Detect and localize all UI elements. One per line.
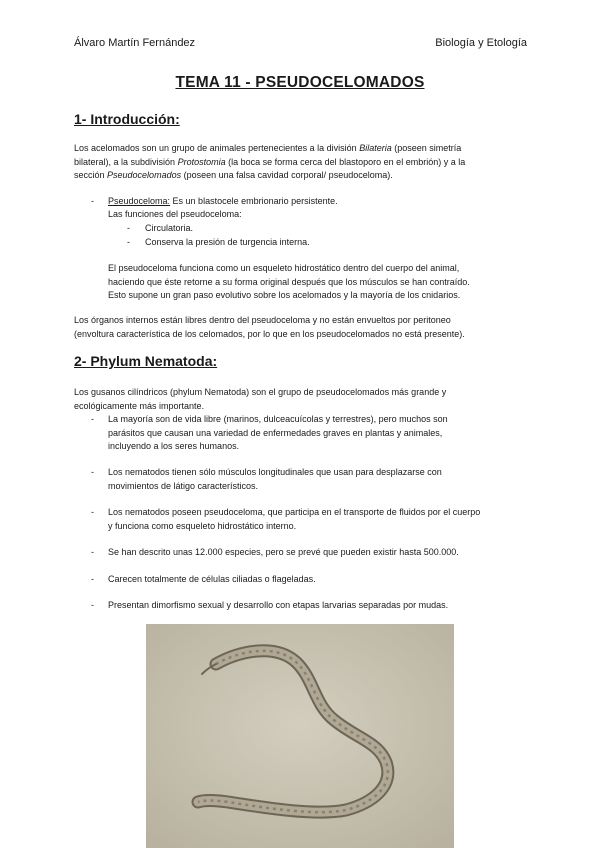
bullet-dash: -: [91, 414, 94, 424]
bullet-dash: -: [91, 574, 94, 584]
page-title: TEMA 11 - PSEUDOCELOMADOS: [175, 74, 425, 91]
nematode-photo: [146, 624, 454, 848]
pseudoceloma-definition: Pseudoceloma: Es un blastocele embrionario persistente.: [108, 196, 338, 206]
function-item: Conserva la presión de turgencia interna.: [145, 237, 310, 247]
bullet-dash: -: [91, 467, 94, 477]
bullet-dash: -: [127, 237, 130, 247]
bullet-dash: -: [127, 223, 130, 233]
list-item: Carecen totalmente de células ciliadas o flageladas.: [108, 574, 316, 584]
organs-paragraph: Los órganos internos están libres dentro del pseudoceloma y no están envueltos por peritoneo (envoltura característica de los celomados, por lo que en los pseudocelomados no está presente).: [74, 315, 465, 339]
bullet-dash: -: [91, 196, 94, 206]
section-heading-nematoda: 2- Phylum Nematoda:: [74, 353, 218, 369]
list-item: Se han descrito unas 12.000 especies, pero se prevé que pueden existir hasta 500.000.: [108, 547, 459, 557]
header-author: Álvaro Martín Fernández: [74, 37, 196, 49]
nematode-illustration: [146, 624, 454, 848]
pseudoceloma-paragraph: El pseudoceloma funciona como un esqueleto hidrostático dentro del cuerpo del animal, haciendo que éste retorne a su forma original después que los músculos se han contraído. Esto supone un gran paso evolutivo sobre los acelomados y la mayoría de los cnidarios.: [108, 263, 470, 301]
header-subject: Biología y Etología: [435, 37, 527, 49]
section-heading-introduccion: 1- Introducción:: [74, 111, 180, 127]
list-item: La mayoría son de vida libre (marinos, dulceacuícolas y terrestres), pero muchos son parásitos que causan una variedad de enfermedades graves en plantas y animales, incluyendo a los seres humanos.: [108, 414, 448, 452]
list-item: Presentan dimorfismo sexual y desarrollo con etapas larvarias separadas por mudas.: [108, 600, 449, 610]
list-item: Los nematodos poseen pseudoceloma, que participa en el transporte de fluidos por el cuerpo y funciona como esqueleto hidrostático interno.: [108, 507, 481, 531]
bullet-dash: -: [91, 507, 94, 517]
function-item: Circulatoria.: [145, 223, 194, 233]
nematoda-intro: Los gusanos cilíndricos (phylum Nematoda) son el grupo de pseudocelomados más grande y ecológicamente más importante.: [74, 387, 447, 411]
intro-paragraph: Los acelomados son un grupo de animales pertenecientes a la división Bilateria (poseen simetría bilateral), a la subdivisión Protostomia (la boca se forma cerca del blastoporo en el embrión) y a la sección Pseudocelomados (poseen una falsa cavidad corporal/ pseudoceloma).: [74, 143, 466, 181]
functions-intro: Las funciones del pseudoceloma:: [108, 209, 242, 219]
bullet-dash: -: [91, 547, 94, 557]
list-item: Los nematodos tienen sólo músculos longitudinales que usan para desplazarse con movimientos de látigo característicos.: [108, 467, 442, 491]
bullet-dash: -: [91, 600, 94, 610]
